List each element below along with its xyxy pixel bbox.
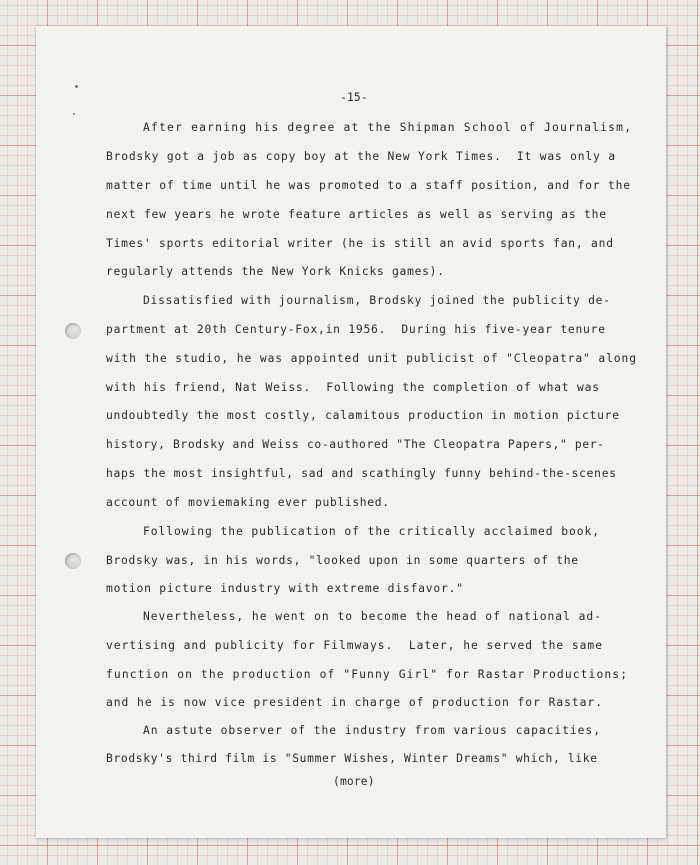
text-line: Brodsky's third film is "Summer Wishes, Winter Dreams" which, like xyxy=(106,752,598,765)
continuation-label: (more) xyxy=(333,775,375,788)
text-line: Following the publication of the critically acclaimed book, xyxy=(143,525,600,538)
text-line: and he is now vice president in charge of production for Rastar. xyxy=(106,696,603,709)
text-line: haps the most insightful, sad and scathingly funny behind-the-scenes xyxy=(106,467,617,480)
text-line: Nevertheless, he went on to become the head of national ad- xyxy=(143,610,602,623)
text-line: undoubtedly the most costly, calamitous production in motion picture xyxy=(106,409,620,422)
page-number: -15- xyxy=(340,91,368,104)
text-line: An astute observer of the industry from various capacities, xyxy=(143,724,601,737)
text-line: vertising and publicity for Filmways. Later, he served the same xyxy=(106,639,603,652)
paper-speck xyxy=(75,85,78,88)
text-line: Dissatisfied with journalism, Brodsky joined the publicity de- xyxy=(143,294,611,307)
text-line: partment at 20th Century-Fox,in 1956. During his five-year tenure xyxy=(106,323,606,336)
document-page xyxy=(36,26,666,838)
text-line: Times' sports editorial writer (he is still an avid sports fan, and xyxy=(106,237,614,250)
text-line: motion picture industry with extreme disfavor." xyxy=(106,582,464,595)
text-line: Brodsky got a job as copy boy at the New York Times. It was only a xyxy=(106,150,616,163)
text-line: with the studio, he was appointed unit publicist of "Cleopatra" along xyxy=(106,352,637,365)
text-line: After earning his degree at the Shipman School of Journalism, xyxy=(143,121,633,134)
punch-hole xyxy=(65,323,81,339)
text-line: history, Brodsky and Weiss co-authored "The Cleopatra Papers," per- xyxy=(106,438,605,451)
punch-hole xyxy=(65,553,81,569)
paper-speck xyxy=(73,113,75,115)
text-line: next few years he wrote feature articles as well as serving as the xyxy=(106,208,607,221)
text-line: with his friend, Nat Weiss. Following the completion of what was xyxy=(106,381,600,394)
text-line: regularly attends the New York Knicks games). xyxy=(106,265,445,278)
text-line: account of moviemaking ever published. xyxy=(106,496,390,509)
text-line: Brodsky was, in his words, "looked upon in some quarters of the xyxy=(106,554,579,567)
text-line: function on the production of "Funny Girl" for Rastar Productions; xyxy=(106,668,629,681)
text-line: matter of time until he was promoted to a staff position, and for the xyxy=(106,179,631,192)
